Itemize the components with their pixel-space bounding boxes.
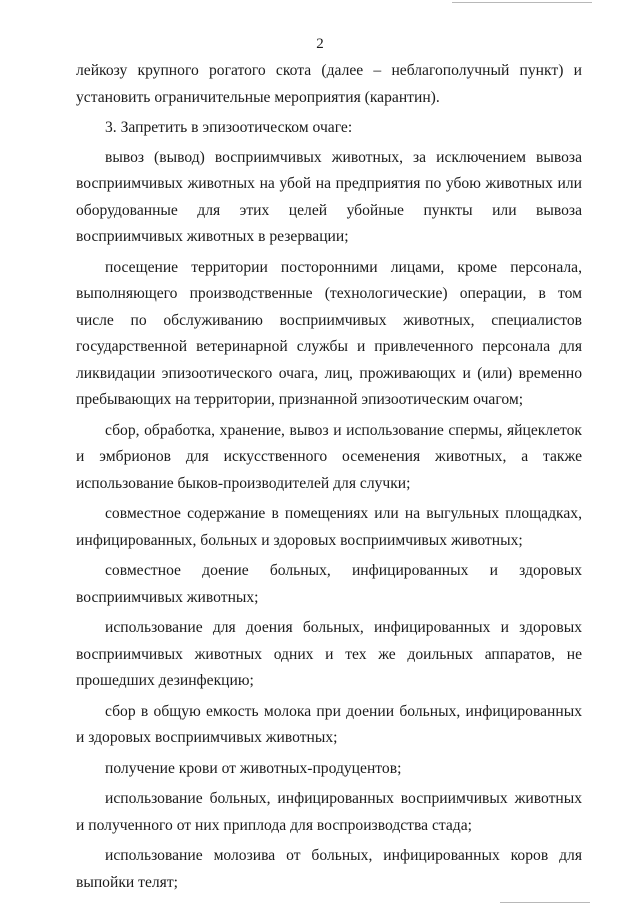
scan-edge-mark-bottom (500, 902, 590, 903)
paragraph-joint-keeping-ban: совместное содержание в помещениях или на выгульных площадках, инфицированных, больных и здоровых восприимчивых животных; (76, 505, 582, 549)
paragraph-joint-milking-ban: совместное доение больных, инфицированных и здоровых восприимчивых животных; (76, 562, 582, 606)
section-heading-prohibitions: 3. Запретить в эпизоотическом очаге: (105, 119, 353, 136)
paragraph-colostrum-ban: использование молозива от больных, инфицированных коров для выпойки телят; (76, 847, 582, 891)
scan-edge-mark-top (452, 2, 592, 3)
paragraph-export-ban: вывоз (вывод) восприимчивых животных, за исключением вывоза восприимчивых животных на убой на предприятия по убою животных или оборудованные для этих целей убойные пункты или вывоза восприимчивых животных в резервации; (76, 148, 582, 245)
paragraph-milking-equipment-ban: использование для доения больных, инфицированных и здоровых восприимчивых животных одних и тех же доильных аппаратов, не прошедших дезинфекцию; (76, 619, 582, 689)
paragraph-continuation: лейкозу крупного рогатого скота (далее – неблагополучный пункт) и установить ограничительные мероприятия (карантин). (76, 62, 582, 106)
paragraph-semen-ban: сбор, обработка, хранение, вывоз и использование спермы, яйцеклеток и эмбрионов для искусственного осеменения животных, а также использование быков-производителей для случки; (76, 421, 582, 492)
paragraph-breeding-ban: использование больных, инфицированных восприимчивых животных и полученного от них приплода для воспроизводства стада; (76, 790, 582, 834)
paragraph-visit-ban: посещение территории посторонними лицами, кроме персонала, выполняющего производственные (технологические) операции, в том числе по обслуживанию восприимчивых животных, специалистов государственной ветеринарной службы и привлеченного персонала для ликвидации эпизоотического очага, лиц, проживающих и (или) временно пребывающих на территории, признанной эпизоотическим очагом; (76, 258, 582, 408)
page-number: 2 (316, 36, 324, 52)
paragraph-milk-collection-ban: сбор в общую емкость молока при доении больных, инфицированных и здоровых восприимчивых животных; (76, 702, 582, 746)
document-body (76, 58, 582, 900)
paragraph-blood-ban: получение крови от животных-продуцентов; (105, 759, 402, 777)
